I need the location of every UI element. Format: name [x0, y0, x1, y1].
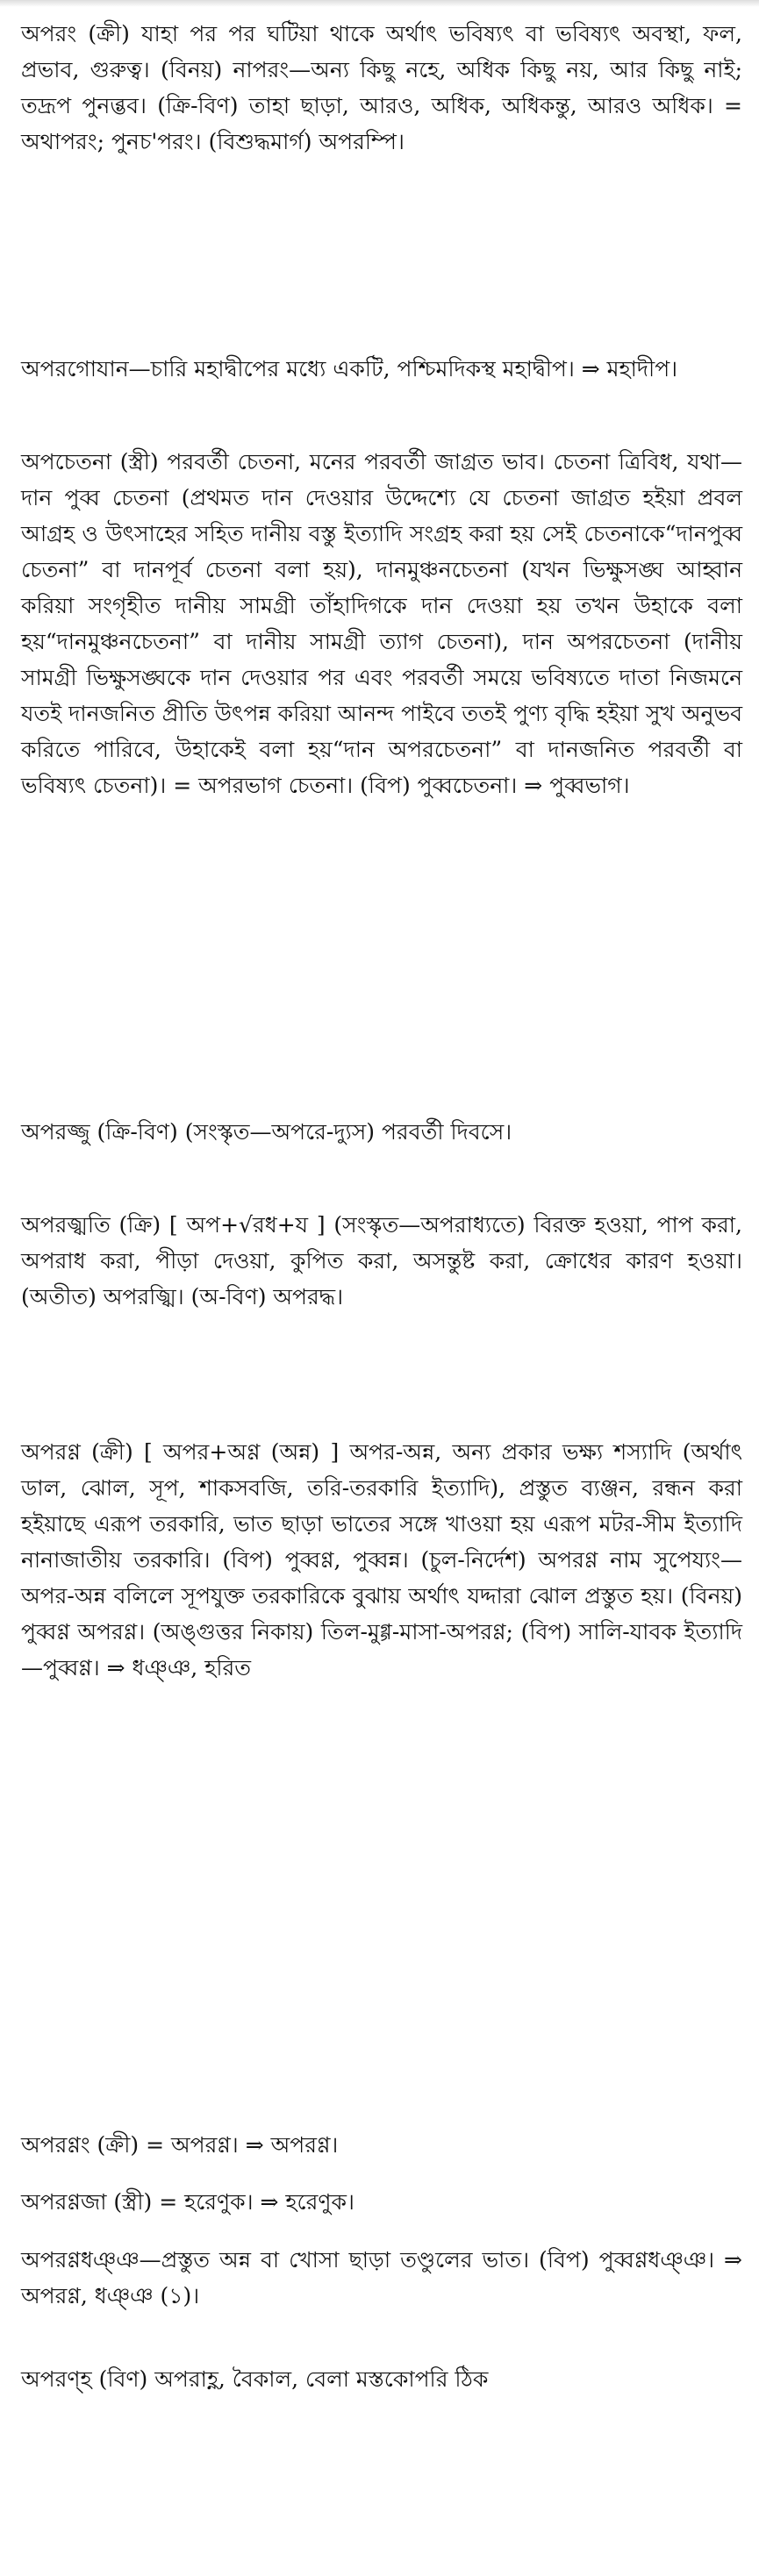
entry-text: অপরজ্ঝতি (ক্রি) [ অপ+√রধ+য ] (সংস্কৃত—অপরাধ্যতে) বিরক্ত হওয়া, পাপ করা, অপরাধ করা, পীড়া দেওয়া, কুপিত করা, অসন্তুষ্ট করা, ক্রোধের কারণ হওয়া। (অতীত) অপরজ্ঝি। (অ-বিণ) অপরদ্ধ।: [21, 1212, 742, 1309]
entry-aparanha: [21, 2361, 742, 2397]
entry-apacetana: [21, 444, 742, 803]
entry-text: অপরং (ক্রী) যাহা পর পর ঘটিয়া থাকে অর্থাৎ ভবিষ্যৎ বা ভবিষ্যৎ অবস্থা, ফল, প্রভাব, গুরুত্ব। (বিনয়) নাপরং—অন্য কিছু নহে, অধিক কিছু নয়, আর কিছু নাই; তদ্রূপ পুনব্ভব। (ক্রি-বিণ) তাহা ছাড়া, আরও, অধিক, অধিকন্তু, আরও অধিক। = অথাপরং; পুনচ'পরং। (বিশুদ্ধমার্গ) অপরম্পি।: [21, 21, 742, 154]
entry-text: অপরজ্জু (ক্রি-বিণ) (সংস্কৃত—অপরে-দ্যুস) পরবর্তী দিবসে।: [21, 1119, 512, 1145]
entry-text: অপরণ্ণ (ক্রী) [ অপর+অণ্ণ (অন্ন) ] অপর-অন্ন, অন্য প্রকার ভক্ষ্য শস্যাদি (অর্থাৎ ডাল, ঝোল, সূপ, শাকসবজি, তরি-তরকারি ইত্যাদি), প্রস্তুত ব্যঞ্জন, রন্ধন করা হইয়াছে এরূপ তরকারি, ভাত ছাড়া ভাতের সঙ্গে খাওয়া হয় এরূপ মটর-সীম ইত্যাদি নানাজাতীয় তরকারি। (বিপ) পুব্বণ্ণ, পুব্বন্ন। (চুল-নির্দেশ) অপরণ্ণ নাম সুপেয্যং—অপর-অন্ন বলিলে সূপযুক্ত তরকারিকে বুঝায় অর্থাৎ যদ্দারা ঝোল প্রস্তুত হয়। (বিনয়) পুব্বণ্ণ অপরণ্ণ। (অঙ্গুত্তর নিকায়) তিল-মুগ্গ-মাসা-অপরণ্ণ; (বিপ) সালি-যাবক ইত্যাদি—পুব্বণ্ণ। ⇒ ধঞ্ঞ, হরিত: [21, 1439, 742, 1680]
entry-text: অপরণ্হ (বিণ) অপরাহ্ণ, বৈকাল, বেলা মস্তকোপরি ঠিক: [21, 2366, 489, 2392]
scan-top-edge: [0, 0, 759, 7]
entry-text: অপরগোযান—চারি মহাদ্বীপের মধ্যে একটি, পশ্চিমদিকস্থ মহাদ্বীপ। ⇒ মহাদীপ।: [21, 356, 678, 382]
entry-aparajju: [21, 1114, 742, 1150]
entry-aparannam: [21, 2127, 742, 2163]
entry-text: অপচেতনা (স্ত্রী) পরবর্তী চেতনা, মনের পরবর্তী জাগ্রত ভাব। চেতনা ত্রিবিধ, যথা—দান পুব্ব চেতনা (প্রথমত দান দেওয়ার উদ্দেশ্যে যে চেতনা জাগ্রত হইয়া প্রবল আগ্রহ ও উৎসাহের সহিত দানীয় বস্তু ইত্যাদি সংগ্রহ করা হয় সেই চেতনাকে“দানপুব্ব চেতনা” বা দানপূর্ব চেতনা বলা হয়), দানমুঞ্চনচেতনা (যখন ভিক্ষুসঙ্ঘ আহ্বান করিয়া সংগৃহীত দানীয় সামগ্রী তাঁহাদিগকে দান দেওয়া হয় তখন উহাকে বলা হয়“দানমুঞ্চনচেতনা” বা দানীয় সামগ্রী ত্যাগ চেতনা), দান অপরচেতনা (দানীয় সামগ্রী ভিক্ষুসঙ্ঘকে দান দেওয়ার পর এবং পরবর্তী সময়ে ভবিষ্যতে দাতা নিজমনে যতই দানজনিত প্রীতি উৎপন্ন করিয়া আনন্দ পাইবে ততই পুণ্য বৃদ্ধি হইয়া সুখ অনুভব করিতে পারিবে, উহাকেই বলা হয়“দান অপরচেতনা” বা দানজনিত পরবর্তী বা ভবিষ্যৎ চেতনা)। = অপরভাগ চেতনা। (বিপ) পুব্বচেতনা। ⇒ পুব্বভাগ।: [21, 449, 742, 798]
entry-text: অপরণ্ণং (ক্রী) = অপরণ্ণ। ⇒ অপরণ্ণ।: [21, 2132, 339, 2158]
entry-aparannaja: [21, 2184, 742, 2220]
entry-aparam: [21, 16, 742, 160]
entry-aparannadhanna: [21, 2242, 742, 2314]
entry-text: অপরণ্ণজা (স্ত্রী) = হরেণুক। ⇒ হরেণুক।: [21, 2189, 354, 2215]
entry-aparanna: [21, 1434, 742, 1686]
entry-aparajjhati: [21, 1207, 742, 1315]
entry-aparagoyana: [21, 351, 742, 387]
entry-text: অপরণ্ণধঞ্ঞ—প্রস্তুত অন্ন বা খোসা ছাড়া তণ্ডুলের ভাত। (বিপ) পুব্বণ্ণধঞ্ঞ। ⇒ অপরণ্ণ, ধঞ্ঞ (১)।: [21, 2247, 742, 2308]
